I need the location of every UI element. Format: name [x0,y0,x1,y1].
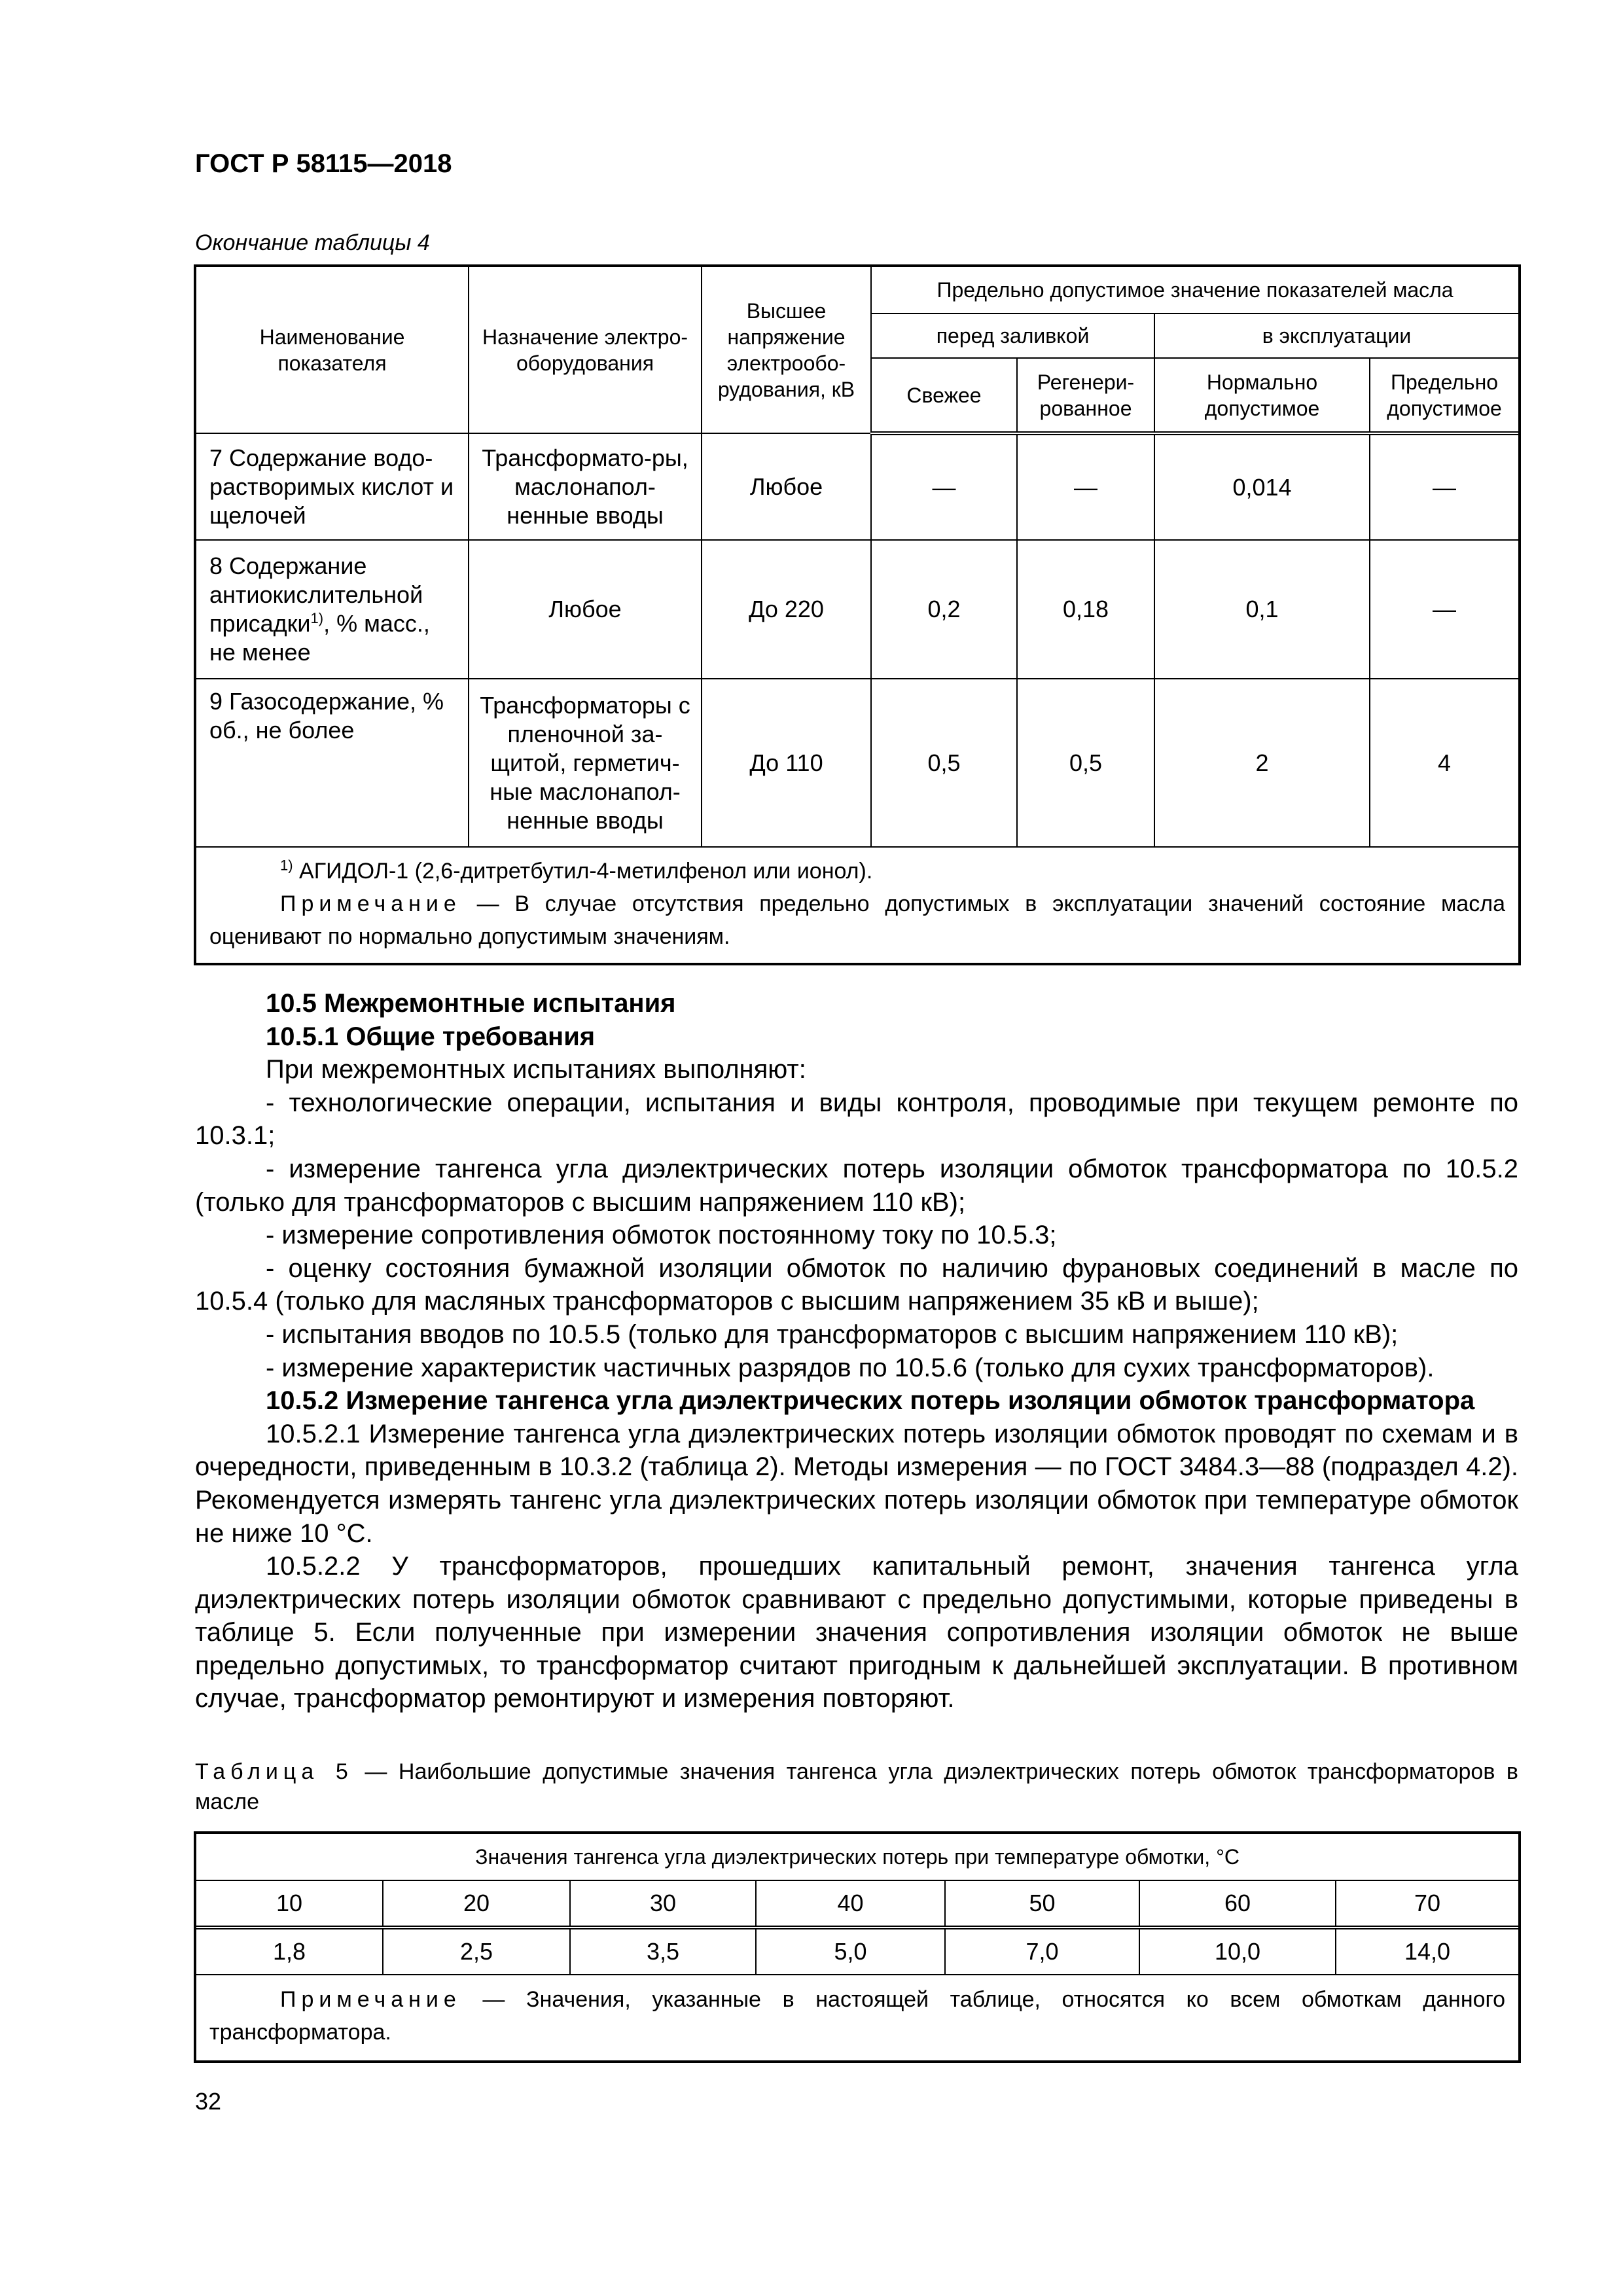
body-text [195,987,1518,1715]
footnote-ref: 1) [310,610,324,626]
cell-purpose: Трансформато-ры, маслонапол-ненные вводы [469,433,702,540]
note-label: Примечание [280,1987,461,2012]
document-id: ГОСТ Р 58115—2018 [195,149,452,178]
temperature-cell: 30 [570,1880,756,1928]
header-limit: Предельно допустимое значение показателей масла [871,266,1519,314]
cell-max: 4 [1370,679,1519,847]
header-max: Предельно допустимое [1370,358,1519,433]
table4-caption: Окончание таблицы 4 [195,230,430,255]
cell-voltage: До 110 [702,679,871,847]
tan-delta-value: 5,0 [756,1928,945,1975]
note-text: — В случае отсутствия предельно допустимых в эксплуатации значений состояние масла оценивают по нормально допустимым значениям. [209,891,1506,949]
cell-regenerated: 0,18 [1017,540,1154,679]
page-number: 32 [195,2088,222,2115]
section-heading: 10.5.2 Измерение тангенса угла диэлектрических потерь изоляции обмоток трансформатора [266,1386,1475,1416]
header-before-fill: перед заливкой [871,314,1154,358]
cell-fresh: — [871,433,1017,540]
table-row [196,679,1519,847]
caption-text: — Наибольшие допустимые значения тангенса угла диэлектрических потерь обмоток трансформаторов в масле [195,1759,1518,1814]
table4-note [209,888,1505,953]
table5-caption [195,1757,1518,1817]
temperature-cell: 10 [196,1880,383,1928]
paragraph: - технологические операции, испытания и виды контроля, проводимые при текущем ремонте по 10.3.1; [195,1088,1518,1151]
paragraph: 10.5.2.1 Измерение тангенса угла диэлектрических потерь изоляции обмоток проводят по схемам и в очередности, приведенным в 10.3.2 (таблица 2). Методы измерения — по ГОСТ 3484.3—88 (подраздел 4.2). Рекомендуется измерять тангенс угла диэлектрических потерь изоляции обмоток при температуре обмоток не ниже 10 °С. [195,1419,1518,1548]
header-in-service: в эксплуатации [1154,314,1519,358]
cell-normal: 0,1 [1154,540,1370,679]
temperature-cell: 60 [1139,1880,1336,1928]
table-row [196,433,1519,540]
header-name: Наименование показателя [196,266,469,433]
header-regenerated: Регенери-рованное [1017,358,1154,433]
cell-fresh: 0,2 [871,540,1017,679]
cell-fresh: 0,5 [871,679,1017,847]
table5 [195,1833,1520,2062]
note-text: — Значения, указанные в настоящей таблице, относятся ко всем обмоткам данного трансформатора. [209,1987,1506,2045]
paragraph: - измерение сопротивления обмоток постоянному току по 10.5.3; [266,1221,1057,1250]
section-heading: 10.5 Межремонтные испытания [266,989,676,1018]
tan-delta-value: 2,5 [383,1928,570,1975]
paragraph: - испытания вводов по 10.5.5 (только для трансформаторов с высшим напряжением 110 кВ); [266,1319,1399,1349]
cell-name: 9 Газосодержание, % об., не более [196,679,469,847]
temperature-cell: 40 [756,1880,945,1928]
temperature-cell: 70 [1336,1880,1519,1928]
cell-name-text: 8 Содержание антиокислительной присадки [209,552,423,637]
cell-purpose: Трансформаторы с пленочной за-щитой, герметич-ные маслонапол-ненные вводы [469,679,702,847]
table5-note [196,1975,1519,2061]
section-heading: 10.5.1 Общие требования [266,1022,596,1051]
cell-max: — [1370,540,1519,679]
table5-header: Значения тангенса угла диэлектрических потерь при температуре обмотки, °С [196,1833,1519,1880]
cell-voltage: До 220 [702,540,871,679]
cell-normal: 2 [1154,679,1370,847]
header-purpose: Назначение электро-оборудования [469,266,702,433]
cell-normal: 0,014 [1154,433,1370,540]
temperature-cell: 50 [945,1880,1139,1928]
paragraph: При межремонтных испытаниях выполняют: [266,1055,806,1085]
tan-delta-value: 14,0 [1336,1928,1519,1975]
tan-delta-value: 3,5 [570,1928,756,1975]
cell-purpose: Любое [469,540,702,679]
header-voltage: Высшее напряжение электрообо-рудования, кВ [702,266,871,433]
cell-name-tail: , % масс., не менее [209,610,430,666]
footnote [209,855,1505,888]
cell-name: 7 Содержание водо-растворимых кислот и щелочей [196,433,469,540]
cell-max: — [1370,433,1519,540]
header-fresh: Свежее [871,358,1017,433]
cell-voltage: Любое [702,433,871,540]
paragraph: - оценку состояния бумажной изоляции обмоток по наличию фурановых соединений в масле по 10.5.4 (только для масляных трансформаторов с высшим напряжением 35 кВ и выше); [195,1253,1518,1316]
temperature-cell: 20 [383,1880,570,1928]
tan-delta-value: 1,8 [196,1928,383,1975]
paragraph: - измерение характеристик частичных разрядов по 10.5.6 (только для сухих трансформаторов). [266,1353,1435,1382]
tan-delta-value: 7,0 [945,1928,1139,1975]
paragraph: - измерение тангенса угла диэлектрических потерь изоляции обмоток трансформатора по 10.5.2 (только для трансформаторов с высшим напряжением 110 кВ); [195,1154,1518,1217]
table4-notes [196,847,1519,963]
table4 [195,266,1520,964]
caption-label: Таблица 5 [195,1759,353,1784]
paragraph: 10.5.2.2 У трансформаторов, прошедших капитальный ремонт, значения тангенса угла диэлектрических потерь изоляции обмоток сравнивают с предельно допустимыми, которые приведены в таблице 5. Если полученные при измерении значения сопротивления изоляции обмоток не выше предельно допустимых, то трансформатор считают пригодным к дальнейшей эксплуатации. В противном случае, трансформатор ремонтируют и измерения повторяют. [195,1552,1518,1713]
tan-delta-value: 10,0 [1139,1928,1336,1975]
footnote-text: АГИДОЛ-1 (2,6-дитретбутил-4-метилфенол или ионол). [299,859,873,884]
cell-name [196,540,469,679]
cell-regenerated: — [1017,433,1154,540]
table-row [196,540,1519,679]
cell-regenerated: 0,5 [1017,679,1154,847]
header-normal: Нормально допустимое [1154,358,1370,433]
note-label: Примечание [280,891,461,916]
footnote-mark: 1) [280,857,293,874]
